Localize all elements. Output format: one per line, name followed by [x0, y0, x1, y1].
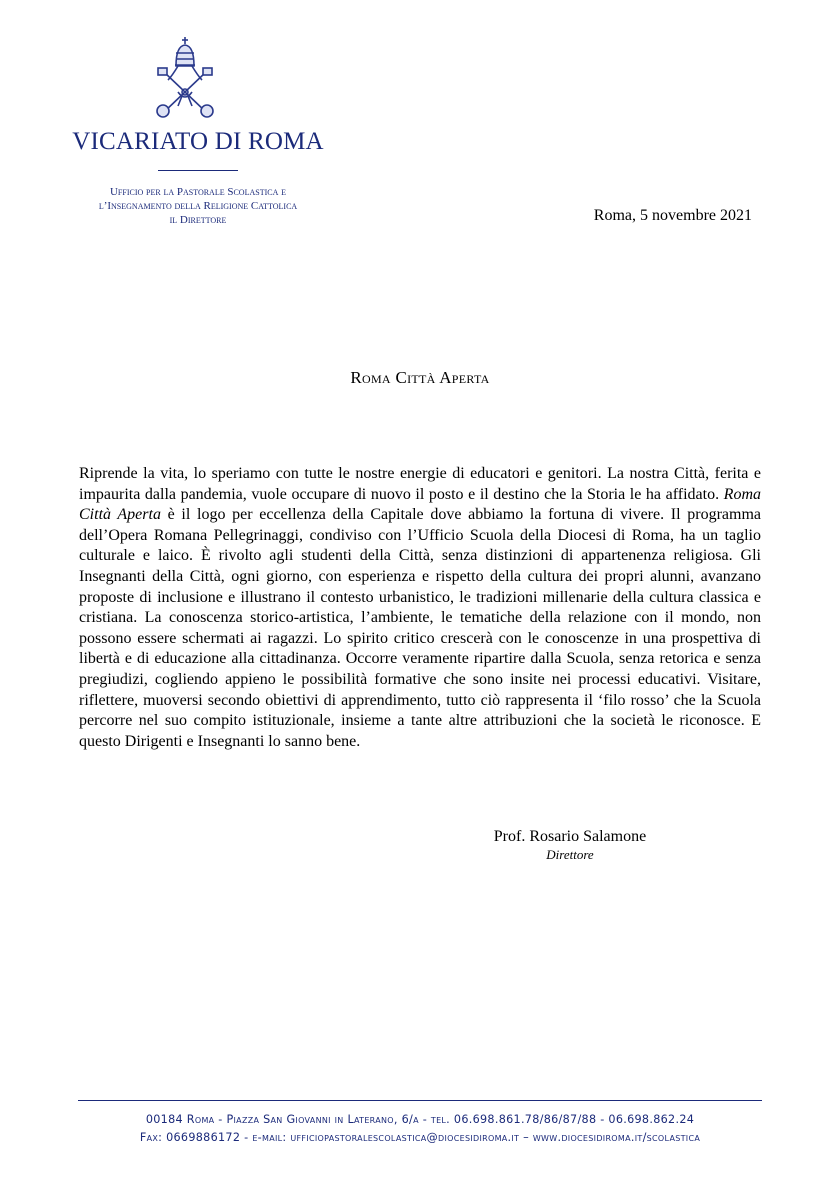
office-line-3: il Direttore	[169, 214, 227, 226]
signature-block	[470, 827, 670, 863]
papal-keys-tiara-emblem-icon	[154, 36, 216, 120]
document-title: Roma Città Aperta	[350, 368, 490, 387]
footer-contacts-text: Fax: 0669886172 - e-mail: ufficiopastoralescolastica@diocesidiroma.it – www.diocesidiroma.it/scolastica	[139, 1131, 701, 1144]
letter-date: Roma, 5 novembre 2021	[593, 207, 752, 224]
footer-divider	[78, 1100, 762, 1101]
signatory-role: Direttore	[546, 847, 594, 862]
body-intro: Riprende la vita, lo speriamo con tutte le nostre energie di educatori e genitori. La nostra Città, ferita e impaurita dalla pandemia, vuole occupare di nuovo il posto e il destino che la Storia le ha affidato.	[79, 465, 761, 503]
office-line-2: l’Insegnamento della Religione Cattolica	[98, 200, 298, 212]
office-name	[60, 185, 336, 227]
footer-contacts	[0, 1131, 840, 1144]
body-main: è il logo per eccellenza della Capitale dove abbiamo la fortuna di vivere. Il programma dell’Opera Romana Pellegrinaggi, condiviso con l’Ufficio Scuola della Diocesi di Roma, ha un taglio culturale e laico. È rivolto agli studenti della Città, senza distinzioni di appartenenza religiosa. Gli Insegnanti della Città, ogni giorno, con esperienza e rispetto della cultura dei propri alunni, avanzano proposte di inclusione e illustrano il contesto urbanistico, le tradizioni millenarie della cultura classica e cristiana. La conoscenza storico-artistica, l’ambiente, le tematiche della relazione con il mondo, non possono essere schermati ai ragazzi. Lo spirito critico crescerà con le conoscenze in una prospettiva di libertà e di educazione alla cittadinanza. Occorre veramente ripartire dalla Scuola, senza retorica e senza pregiudizi, cogliendo appieno le possibilità formative che sono insite nei processi educativi. Visitare, riflettere, muoversi secondo obiettivi di apprendimento, tutto ciò rappresenta il ‘filo rosso’ che la Scuola percorre nel suo compito istituzionale, insieme a tante altre attribuzioni che la società le riconosce. E questo Dirigenti e Insegnanti lo sanno bene.	[79, 506, 762, 750]
office-line-1: Ufficio per la Pastorale Scolastica e	[109, 186, 286, 198]
title-divider	[158, 170, 238, 171]
body-italic-title: Roma Città Aperta	[79, 485, 761, 524]
organization-title: VICARIATO DI ROMA	[72, 128, 324, 155]
footer-address: 00184 Roma - Piazza San Giovanni in Laterano, 6/a - tel. 06.698.861.78/86/87/88 - 06.698.862.24	[145, 1113, 695, 1126]
signatory-name: Prof. Rosario Salamone	[493, 828, 647, 845]
letter-body	[79, 464, 761, 752]
